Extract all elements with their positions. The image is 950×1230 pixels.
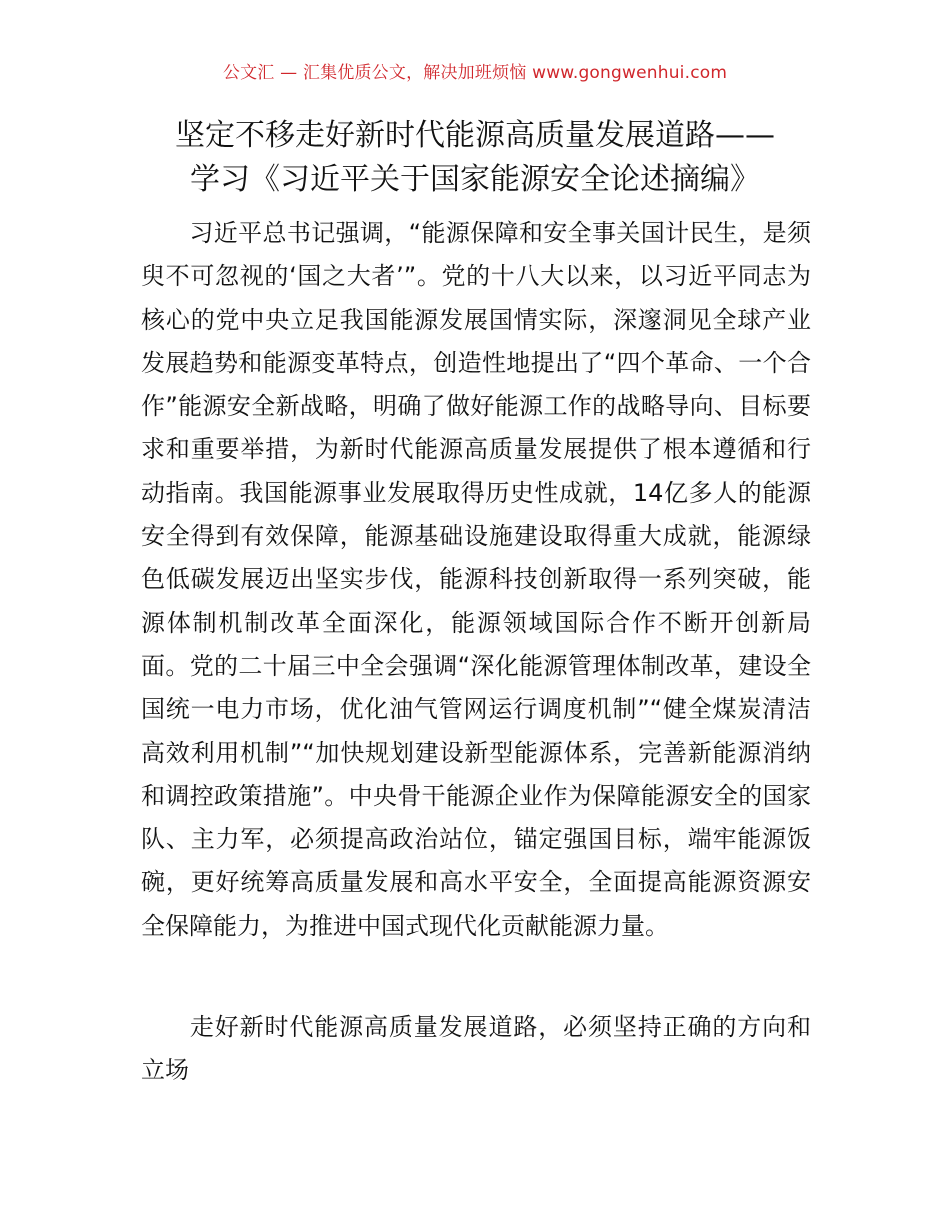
paragraph-1-text: 习近平总书记强调，“能源保障和安全事关国计民生，是须臾不可忽视的‘国之大者’”。党的十八大以来，以习近平同志为核心的党中央立足我国能源发展国情实际，深邃洞见全球产业发展趋势和能源变革特点，创造性地提出了“四个革命、一个合作”能源安全新战略，明确了做好能源工作的战略导向、目标要求和重要举措，为新时代能源高质量发展提供了根本遵循和行动指南。我国能源事业发展取得历史性成就，14亿多人的能源安全得到有效保障，能源基础设施建设取得重大成就，能源绿色低碳发展迈出坚实步伐，能源科技创新取得一系列突破，能源体制机制改革全面深化，能源领域国际合作不断开创新局面。党的二十届三中全会强调“深化能源管理体制改革，建设全国统一电力市场，优化油气管网运行调度机制”“健全煤炭清洁高效利用机制”“加快规划建设新型能源体系，完善新能源消纳和调控政策措施”。中央骨干能源企业作为保障能源安全的国家队、主力军，必须提高政治站位，锚定强国目标，端牢能源饭碗，更好统筹高质量发展和高水平安全，全面提高能源资源安全保障能力，为推进中国式现代化贡献能源力量。: [141, 219, 811, 940]
paragraph-2: [141, 1006, 811, 1093]
document-title: [90, 114, 860, 202]
site-banner: 公文汇 — 汇集优质公文，解决加班烦恼 www.gongwenhui.com: [222, 63, 728, 83]
title-line-1: 坚定不移走好新时代能源高质量发展道路——: [175, 118, 775, 153]
paragraph-1: [141, 212, 811, 948]
title-line-2: 学习《习近平关于国家能源安全论述摘编》: [190, 162, 760, 197]
paragraph-2-text: 走好新时代能源高质量发展道路，必须坚持正确的方向和立场: [141, 1013, 811, 1085]
